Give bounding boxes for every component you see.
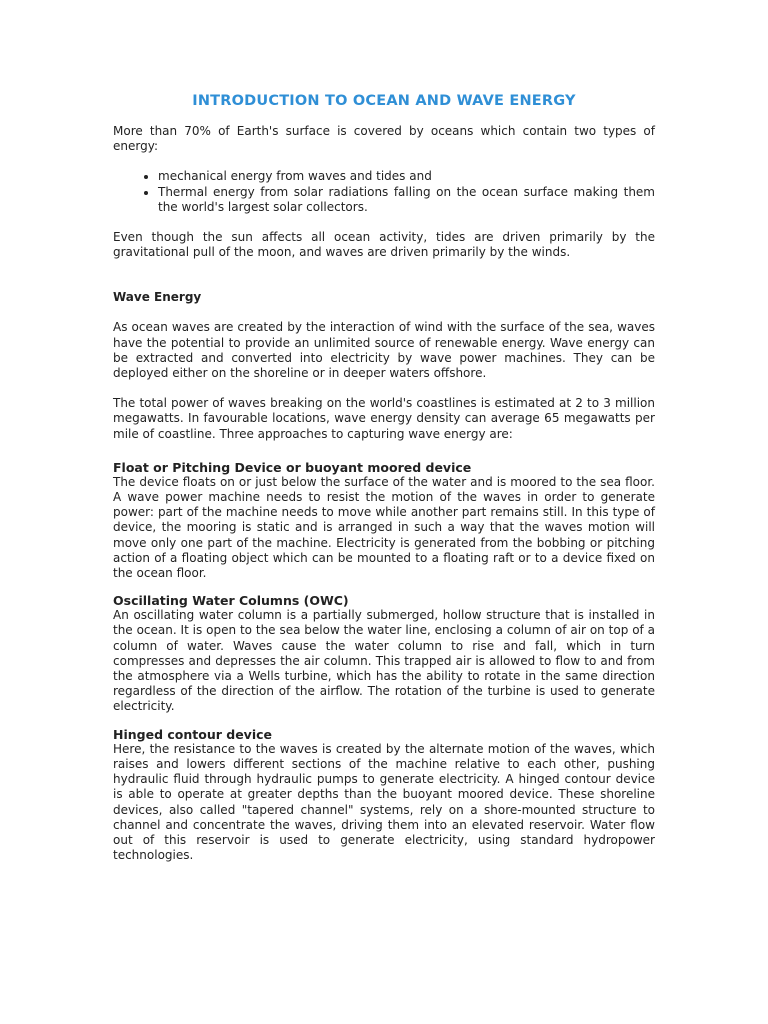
float-device-heading: Float or Pitching Device or buoyant moored device: [113, 459, 472, 475]
owc-text: An oscillating water column is a partially submerged, hollow structure that is installed in the ocean. It is open to the sea below the water line, enclosing a column of air on top of a column of water. Waves cause the water column to rise and fall, which in turn compresses and depresses the air column. This trapped air is allowed to flow to and from the atmosphere via a Wells turbine, which has the ability to rotate in the same direction regardless of the direction of the airflow. The rotation of the turbine is used to generate electricity.: [113, 608, 655, 714]
hinged-device-heading: Hinged contour device: [113, 726, 272, 742]
page-title: INTRODUCTION TO OCEAN AND WAVE ENERGY: [192, 93, 576, 109]
list-item: • mechanical energy from waves and tides and: [158, 169, 655, 184]
owc-heading: Oscillating Water Columns (OWC): [113, 593, 349, 609]
list-item: • Thermal energy from solar radiations falling on the ocean surface making them the world's largest solar collectors.: [158, 185, 655, 215]
float-device-text: The device floats on or just below the surface of the water and is moored to the sea floor. A wave power machine needs to resist the motion of the waves in order to generate power: part of the machine needs to move while another part remains still. In this type of device, the mooring is static and is arranged in such a way that the waves motion will move only one part of the machine. Electricity is generated from the bobbing or pitching action of a floating object which can be mounted to a floating raft or to a device fixed on the ocean floor.: [113, 474, 655, 581]
hinged-device-text: Here, the resistance to the waves is created by the alternate motion of the waves, which raises and lowers different sections of the machine relative to each other, pushing hydraulic fluid through hydraulic pumps to generate electricity. A hinged contour device is able to operate at greater depths than the buoyant moored device. These shoreline devices, also called "tapered channel" systems, rely on a shore-mounted structure to channel and concentrate the waves, driving them into an elevated reservoir. Water flow out of this reservoir is used to generate electricity, using standard hydropower technologies.: [113, 741, 655, 863]
tides-paragraph: Even though the sun affects all ocean activity, tides are driven primarily by the gravitational pull of the moon, and waves are driven primarily by the winds.: [113, 230, 655, 260]
wave-energy-paragraph-2: The total power of waves breaking on the world's coastlines is estimated at 2 to 3 million megawatts. In favourable locations, wave energy density can average 65 megawatts per mile of coastline. Three approaches to capturing wave energy are:: [113, 396, 655, 441]
wave-energy-heading: Wave Energy: [113, 290, 202, 305]
wave-energy-paragraph-1: As ocean waves are created by the interaction of wind with the surface of the sea, waves have the potential to provide an unlimited source of renewable energy. Wave energy can be extracted and converted into electricity by wave power machines. They can be deployed either on the shoreline or in deeper waters offshore.: [113, 320, 655, 381]
intro-paragraph: More than 70% of Earth's surface is covered by oceans which contain two types of energy:: [113, 124, 655, 154]
energy-types-list: [113, 169, 655, 215]
